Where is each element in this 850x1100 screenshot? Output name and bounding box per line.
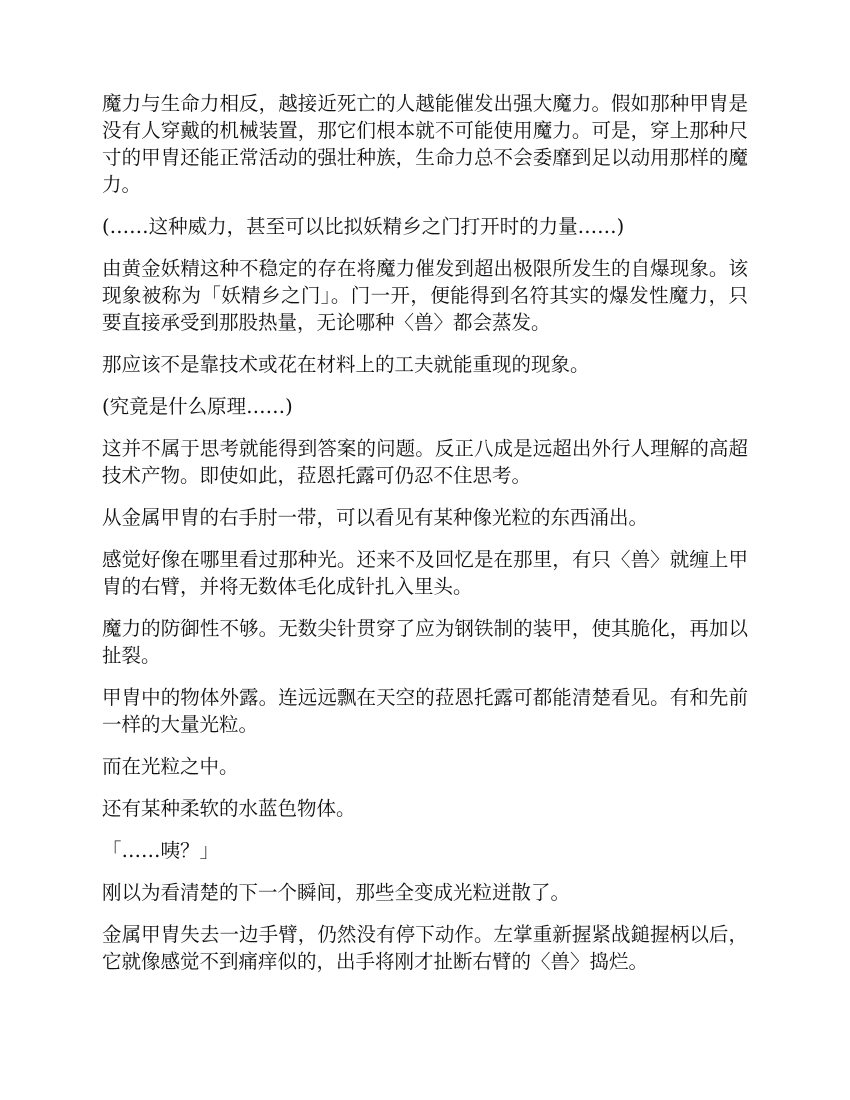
paragraph: (……这种威力，甚至可以比拟妖精乡之门打开时的力量……) — [102, 215, 625, 238]
paragraph: 这并不属于思考就能得到答案的问题。反正八成是远超出外行人理解的高超技术产物。即使如此，菈恩托露可仍忍不住思考。 — [102, 437, 748, 487]
paragraph: 感觉好像在哪里看过那种光。还来不及回忆是在那里，有只〈兽〉就缠上甲胄的右臂，并将无数体毛化成针扎入里头。 — [102, 548, 748, 598]
paragraph: 金属甲胄失去一边手臂，仍然没有停下动作。左掌重新握紧战鎚握柄以后，它就像感觉不到痛痒似的，出手将刚才扯断右臂的〈兽〉捣烂。 — [102, 923, 748, 973]
paragraph: 魔力的防御性不够。无数尖针贯穿了应为钢铁制的装甲，使其脆化，再加以扯裂。 — [102, 617, 748, 667]
paragraph: 甲胄中的物体外露。连远远飘在天空的菈恩托露可都能清楚看见。有和先前一样的大量光粒。 — [102, 686, 748, 736]
paragraph: (究竟是什么原理……) — [102, 395, 293, 418]
paragraph: 刚以为看清楚的下一个瞬间，那些全变成光粒迸散了。 — [102, 881, 571, 904]
paragraph: 魔力与生命力相反，越接近死亡的人越能催发出强大魔力。假如那种甲胄是没有人穿戴的机械装置，那它们根本就不可能使用魔力。可是，穿上那种尺寸的甲胄还能正常活动的强壮种族，生命力总不会委靡到足以动用那样的魔力。 — [102, 92, 748, 196]
paragraph: 「……咦？」 — [102, 839, 220, 862]
paragraph: 那应该不是靠技术或花在材料上的工夫就能重现的现象。 — [102, 353, 590, 376]
paragraph: 由黄金妖精这种不稳定的存在将魔力催发到超出极限所发生的自爆现象。该现象被称为「妖精乡之门」。门一开，便能得到名符其实的爆发性魔力，只要直接承受到那股热量，无论哪种〈兽〉都会蒸发。 — [102, 257, 748, 334]
document-body — [102, 90, 748, 990]
paragraph: 还有某种柔软的水蓝色物体。 — [102, 797, 356, 820]
paragraph: 而在光粒之中。 — [102, 755, 239, 778]
paragraph: 从金属甲胄的右手肘一带，可以看见有某种像光粒的东西涌出。 — [102, 506, 649, 529]
